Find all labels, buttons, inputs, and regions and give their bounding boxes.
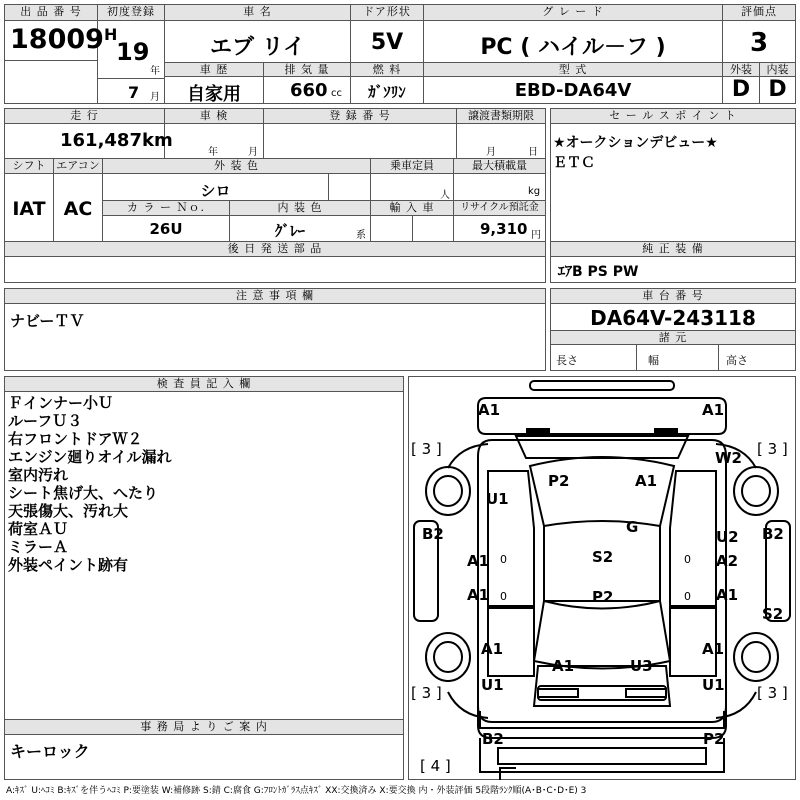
displacement: 660 xyxy=(290,80,328,101)
sales-point-2: ＥＴＣ xyxy=(553,155,595,171)
genuine-equipment: ｴｱB PS PW xyxy=(558,264,639,280)
max-load-label: 最大積載量 xyxy=(454,159,545,174)
caution-text: ナビーＴＶ xyxy=(10,312,85,330)
ext-grade: D xyxy=(731,77,751,102)
score: 3 xyxy=(749,28,769,58)
tyre-front-left: [ 3 ] xyxy=(411,440,442,458)
recycle: 9,310 xyxy=(480,220,528,238)
damage-mark: P2 xyxy=(592,588,614,606)
note-line: 外装ペイント跡有 xyxy=(8,556,129,574)
ac: AC xyxy=(63,198,93,220)
damage-mark: U1 xyxy=(702,676,725,694)
door-mark-zero: 0 xyxy=(684,553,691,566)
mileage-unit: km xyxy=(142,130,173,151)
sales-point-1: ★オークションデビュー★ xyxy=(553,135,718,151)
transfer-day-unit: 日 xyxy=(528,147,538,158)
int-label: 内装 xyxy=(760,63,795,77)
damage-mark: W2 xyxy=(715,449,742,467)
damage-mark: A1 xyxy=(702,640,725,658)
legend: A:ｷｽﾞ U:ﾍｺﾐ B:ｷｽﾞを伴うﾍｺﾐ P:要塗装 W:補修跡 S:錆 C:腐食 G:ﾌﾛﾝﾄｶﾞﾗｽ点ｷｽﾞ XX:交換済み X:要交換 内・外装評価 5段階ﾗﾝｸ順(A･B･C･D･E) 3 xyxy=(6,786,587,796)
lot-no: 18009 xyxy=(10,24,104,55)
note-line: 室内汚れ xyxy=(8,466,69,484)
door-type: 5V xyxy=(370,30,404,55)
int-color: ｸﾞﾚｰ xyxy=(274,222,305,240)
damage-mark: B2 xyxy=(482,730,504,748)
damage-mark: U2 xyxy=(716,528,739,546)
int-grade: D xyxy=(768,77,787,102)
capacity-label: 乗車定員 xyxy=(371,159,453,174)
chassis-no: DA64V-243118 xyxy=(590,306,756,330)
score-label: 評価点 xyxy=(723,5,795,21)
door-mark-zero: 0 xyxy=(500,553,507,566)
shift-label: シフト xyxy=(5,159,53,174)
color-no-label: カ ラ ー Ｎｏ. xyxy=(103,201,229,216)
damage-mark: S2 xyxy=(762,605,784,623)
displacement-label: 排 気 量 xyxy=(264,63,350,77)
mileage-label: 走 行 xyxy=(5,109,164,124)
grade-label: グ レ ー ド xyxy=(424,5,722,21)
damage-mark: A2 xyxy=(716,552,739,570)
office-note: キーロック xyxy=(10,742,90,761)
model-label: 型 式 xyxy=(424,63,722,77)
note-line: 右フロントドアＷ２ xyxy=(8,430,143,448)
transfer-label: 譲渡書類期限 xyxy=(457,109,545,124)
caution-label: 注 意 事 項 欄 xyxy=(5,289,545,304)
int-color-label: 内 装 色 xyxy=(230,201,370,216)
fuel-label: 燃 料 xyxy=(351,63,423,77)
max-load-unit: kg xyxy=(528,186,541,197)
chassis-label: 車 台 番 号 xyxy=(551,289,795,304)
door-label: ドア形状 xyxy=(351,5,423,21)
damage-mark: A1 xyxy=(467,586,490,604)
car-name-label: 車 名 xyxy=(165,5,350,21)
note-line: 天張傷大、汚れ大 xyxy=(8,502,129,520)
era: H xyxy=(104,25,118,44)
reg-no-label: 登 録 番 号 xyxy=(264,109,456,124)
sales-label: セ ー ル ス ポ イ ン ト xyxy=(551,109,795,124)
damage-mark: S2 xyxy=(592,548,614,566)
car-diagram xyxy=(408,376,796,780)
inspection-year-unit: 年 xyxy=(208,147,218,158)
damage-mark: U1 xyxy=(486,490,509,508)
ext-color: シロ xyxy=(200,182,231,200)
mileage: 161,487 xyxy=(60,130,142,151)
first-reg-label: 初度登録 xyxy=(98,5,164,21)
damage-mark: A1 xyxy=(467,552,490,570)
tyre-front-right: [ 3 ] xyxy=(757,440,788,458)
tyre-rear-right: [ 3 ] xyxy=(757,684,788,702)
note-line: Ｆインナー小Ｕ xyxy=(8,394,114,412)
fuel: ｶﾞｿﾘﾝ xyxy=(368,83,406,101)
inspector-label: 検 査 員 記 入 欄 xyxy=(5,377,403,392)
damage-mark: G xyxy=(626,518,639,536)
later-parts-label: 後 日 発 送 部 品 xyxy=(5,242,545,257)
history: 自家用 xyxy=(187,84,241,105)
door-mark-zero: 0 xyxy=(684,590,691,603)
width-label: 幅 xyxy=(648,354,659,367)
door-mark-zero: 0 xyxy=(500,590,507,603)
inspection-label: 車 検 xyxy=(165,109,263,124)
note-line: ミラーＡ xyxy=(8,538,69,556)
int-color-unit: 系 xyxy=(356,230,366,241)
damage-mark: A1 xyxy=(552,657,575,675)
ac-label: エアコン xyxy=(54,159,102,174)
note-line: シート焦げ大、へたり xyxy=(8,484,159,502)
note-line: 荷室ＡＵ xyxy=(8,520,69,538)
note-line: ルーフＵ３ xyxy=(8,412,83,430)
ext-label: 外装 xyxy=(723,63,759,77)
displacement-unit: cc xyxy=(331,88,342,99)
damage-mark: A1 xyxy=(635,472,658,490)
height-label: 高さ xyxy=(726,354,748,367)
damage-mark: B2 xyxy=(422,525,444,543)
genuine-label: 純 正 装 備 xyxy=(551,242,795,257)
damage-mark: P2 xyxy=(703,730,725,748)
month-unit: 月 xyxy=(150,92,160,103)
damage-mark: A1 xyxy=(481,640,504,658)
dims-label: 諸 元 xyxy=(551,331,795,345)
damage-mark: A1 xyxy=(478,401,501,419)
office-label: 事 務 局 よ り ご 案 内 xyxy=(5,720,403,735)
recycle-unit: 円 xyxy=(531,230,541,241)
damage-mark: A1 xyxy=(716,586,739,604)
ext-color-label: 外 装 色 xyxy=(103,159,370,174)
transfer-month-unit: 月 xyxy=(486,147,496,158)
recycle-label: リサイクル預託金 xyxy=(454,201,545,216)
tyre-spare: [ 4 ] xyxy=(420,757,451,775)
inspector-notes xyxy=(8,394,172,574)
note-line: エンジン廻りオイル漏れ xyxy=(8,448,172,466)
import-label: 輸 入 車 xyxy=(371,201,453,216)
model: EBD-DA64V xyxy=(514,80,632,101)
capacity-unit: 人 xyxy=(440,190,450,201)
year-unit: 年 xyxy=(150,66,160,77)
reg-month: 7 xyxy=(128,83,140,102)
damage-mark: A1 xyxy=(702,401,725,419)
history-label: 車 歴 xyxy=(165,63,263,77)
lot-no-label: 出 品 番 号 xyxy=(5,5,97,21)
reg-year: 19 xyxy=(116,38,150,66)
shift: IAT xyxy=(12,198,46,220)
car-name: エブ リイ xyxy=(210,35,305,60)
length-label: 長さ xyxy=(556,354,578,367)
damage-mark: P2 xyxy=(548,472,570,490)
grade: PC ( ハイル－フ ) xyxy=(480,35,666,60)
color-no: 26U xyxy=(149,220,183,238)
tyre-rear-left: [ 3 ] xyxy=(411,684,442,702)
inspection-month-unit: 月 xyxy=(248,147,258,158)
damage-mark: B2 xyxy=(762,525,784,543)
damage-mark: U3 xyxy=(630,657,653,675)
damage-mark: U1 xyxy=(481,676,504,694)
